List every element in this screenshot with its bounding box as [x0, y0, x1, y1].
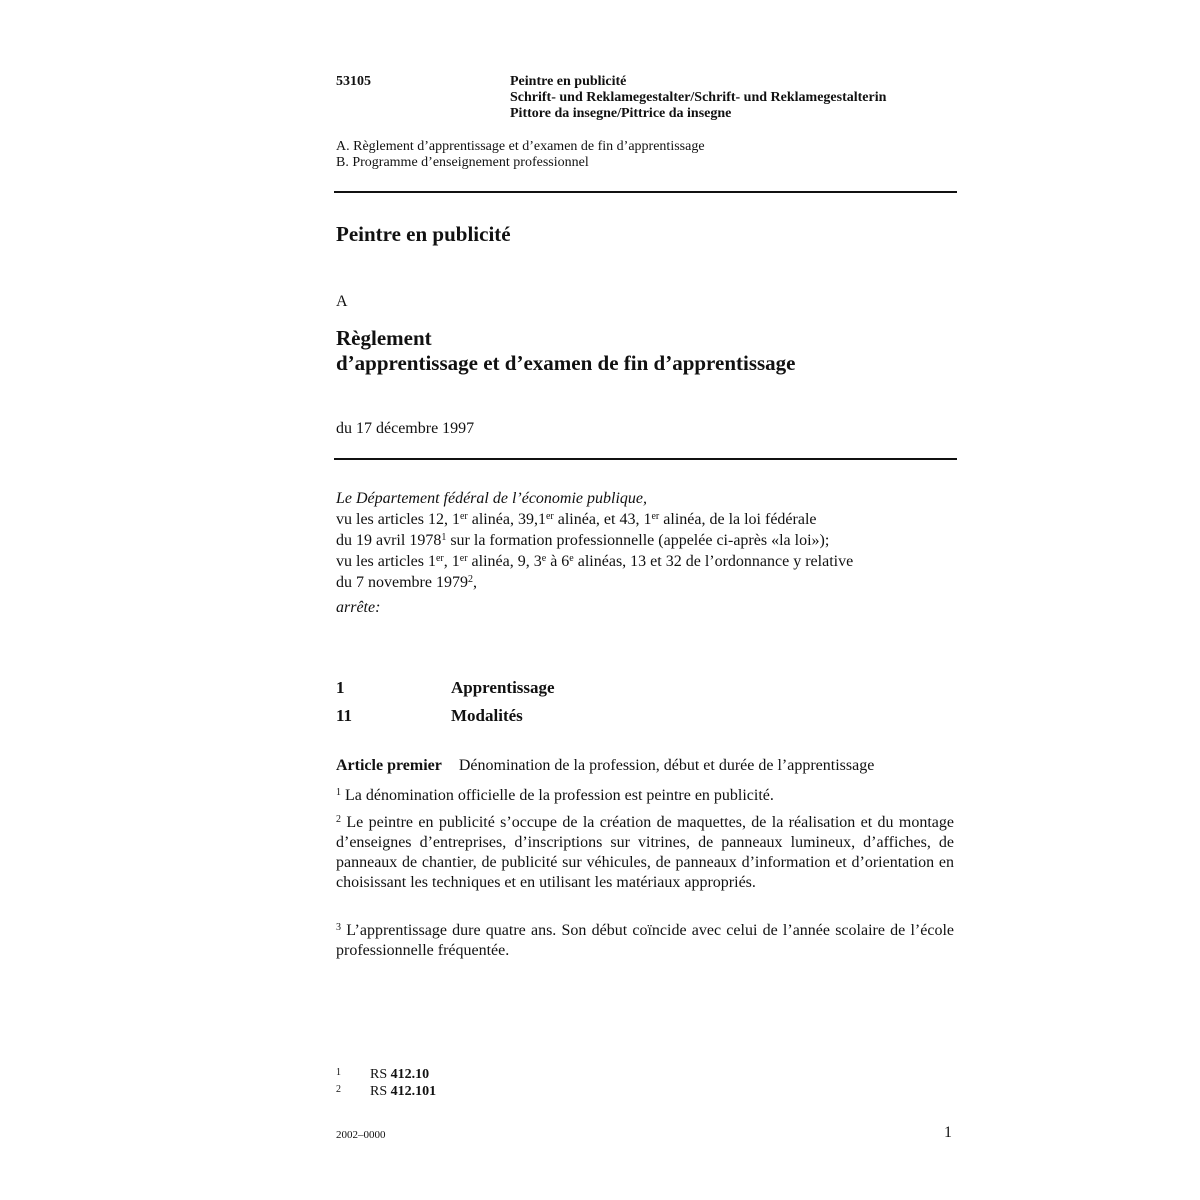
preamble-text: alinéas, 13 et 32 de l’ordonnance y relative	[573, 553, 854, 570]
footnote-ref[interactable]: 2	[467, 574, 473, 585]
regulation-date: du 17 décembre 1997	[336, 420, 475, 437]
section-title: Modalités	[451, 706, 523, 725]
preamble-text: vu les articles 1	[336, 553, 436, 570]
section-heading	[336, 678, 555, 698]
document-code: 2002–0000	[336, 1129, 386, 1141]
ordinal-sup: er	[545, 511, 554, 522]
regulation-title	[336, 326, 796, 376]
section-number: 11	[336, 706, 353, 725]
preamble-authority: Le Département fédéral de l’économie publique,	[336, 490, 648, 507]
ordinal-sup: er	[435, 553, 444, 564]
title-german: Schrift- und Reklamegestalter/Schrift- und Reklamegestalterin	[510, 90, 887, 105]
ordinal-sup: er	[459, 511, 468, 522]
document-page	[336, 0, 958, 1200]
title-french: Peintre en publicité	[510, 74, 627, 89]
preamble-line	[336, 551, 958, 572]
part-b-label: B. Programme d’enseignement professionnel	[336, 155, 589, 170]
footnote-ref[interactable]: 1	[441, 532, 447, 543]
preamble-text: sur la formation professionnelle (appelée ci-après «la loi»);	[446, 532, 830, 549]
footnote-ref-number: 412.10	[390, 1067, 430, 1082]
preamble-text: alinéa, 39,1	[467, 511, 546, 528]
ordinal-sup: er	[651, 511, 660, 522]
preamble-line	[336, 530, 958, 551]
preamble-text: vu les articles 12, 1	[336, 511, 460, 528]
preamble-text: du 7 novembre 1979	[336, 574, 468, 591]
footnote-prefix: RS	[370, 1084, 391, 1099]
regulation-title-line2: d’apprentissage et d’examen de fin d’apprentissage	[336, 351, 796, 375]
footnote-ref-number: 412.101	[390, 1084, 437, 1099]
ordinal-sup: e	[541, 553, 547, 564]
page-number: 1	[944, 1124, 952, 1141]
part-letter: A	[336, 293, 348, 310]
preamble-line	[336, 509, 958, 530]
article-paragraph	[336, 813, 954, 893]
preamble-text: ,	[472, 574, 477, 591]
paragraph-text: La dénomination officielle de la profession est peintre en publicité.	[345, 787, 774, 804]
preamble-text: , 1	[443, 553, 460, 570]
regulation-title-line1: Règlement	[336, 326, 432, 350]
preamble-decree: arrête:	[336, 599, 381, 616]
preamble-text: à 6	[546, 553, 570, 570]
article-title: Dénomination de la profession, début et durée de l’apprentissage	[458, 757, 875, 774]
preamble-line	[336, 572, 958, 593]
divider-middle	[334, 458, 957, 460]
page-title: Peintre en publicité	[336, 222, 511, 246]
ordinal-sup: er	[459, 553, 468, 564]
footnote	[336, 1081, 436, 1100]
preamble-text: alinéa, 9, 3	[467, 553, 542, 570]
footnote-mark: 1	[336, 1067, 341, 1078]
ordinal-sup: e	[569, 553, 574, 564]
paragraph-number: 1	[336, 787, 341, 798]
subsection-heading	[336, 706, 523, 726]
paragraph-text: Le peintre en publicité s’occupe de la création de maquettes, de la réalisation et du montage d’enseignes d’entreprises, d’inscriptions sur vitrines, de panneaux lumineux, d’affiches, de panneaux de chantier, de publicité sur véhicules, de panneaux d’information et d’orientation en choisissant les techniques et en utilisant les matériaux appropriés.	[336, 814, 955, 891]
preamble	[336, 488, 958, 618]
paragraph-number: 2	[336, 814, 341, 825]
section-number: 1	[336, 678, 345, 697]
part-a-label: A. Règlement d’apprentissage et d’examen de fin d’apprentissage	[336, 139, 705, 154]
preamble-text: alinéa, de la loi fédérale	[659, 511, 817, 528]
article-heading	[336, 757, 874, 775]
footnote-mark: 2	[336, 1084, 341, 1095]
title-italian: Pittore da insegne/Pittrice da insegne	[510, 106, 732, 121]
footnote-prefix: RS	[370, 1067, 391, 1082]
article-paragraph	[336, 786, 954, 806]
paragraph-text: L’apprentissage dure quatre ans. Son début coïncide avec celui de l’année scolaire de l’école professionnelle fréquentée.	[336, 922, 954, 959]
parts-list	[336, 139, 705, 171]
paragraph-number: 3	[336, 922, 341, 933]
article-paragraph	[336, 921, 954, 961]
preamble-text: du 19 avril 1978	[336, 532, 442, 549]
ordinance-code: 53105	[336, 74, 371, 89]
divider-top	[334, 191, 957, 193]
preamble-text: alinéa, et 43, 1	[553, 511, 652, 528]
section-title: Apprentissage	[451, 678, 555, 697]
profession-titles	[510, 74, 886, 122]
article-label: Article premier	[336, 757, 442, 774]
